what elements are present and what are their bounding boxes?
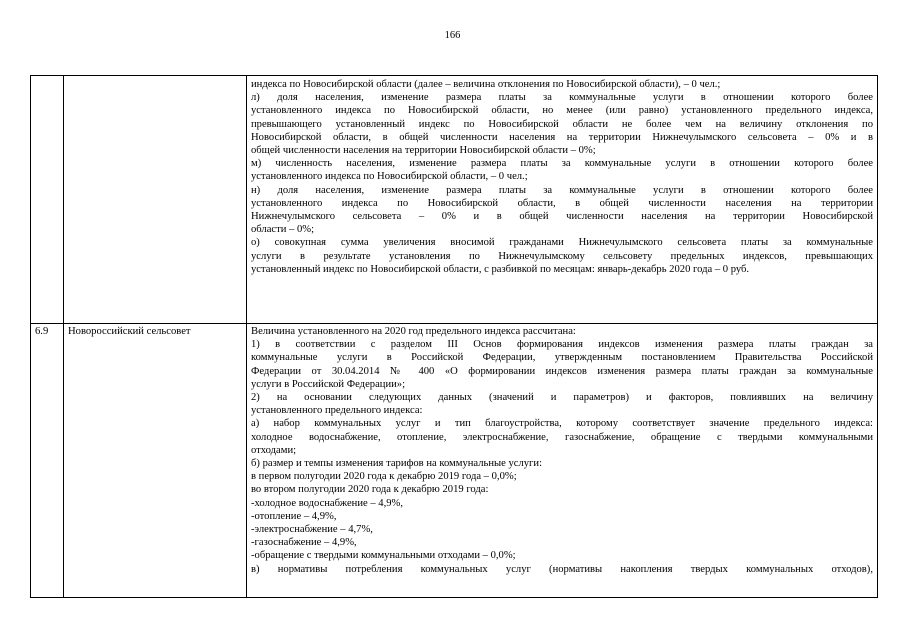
text-line: 2) на основании следующих данных (значений и параметров) и факторов, повлиявших на величину	[251, 392, 873, 404]
row-number-cell	[31, 76, 64, 324]
municipality-name-cell	[64, 76, 247, 324]
text-line: -отопление – 4,9%,	[251, 510, 337, 522]
text-line: установленного предельного индекса:	[251, 405, 423, 417]
text-line: холодное водоснабжение, отопление, электроснабжение, газоснабжение, обращение с твердыми коммунальными	[251, 431, 873, 443]
text-line: -обращение с твердыми коммунальными отходами – 0,0%;	[251, 550, 516, 562]
indices-table	[30, 75, 878, 598]
text-line: -газоснабжение – 4,9%,	[251, 537, 357, 549]
text-line: коммунальные услуги в Российской Федерации, утвержденным постановлением Правительства Российской	[251, 352, 873, 364]
text-line: -электроснабжение – 4,7%,	[251, 524, 373, 536]
text-line: Нижнечулымского сельсовета – 0% и в общей численности населения на территории Новосибирской	[251, 211, 873, 223]
text-line: а) набор коммунальных услуг и тип благоустройства, которому соответствует значение предельного индекса:	[251, 418, 873, 430]
text-line: установленного индекса по Новосибирской области, – 0 чел.;	[251, 171, 528, 183]
description-lines	[251, 325, 873, 576]
text-line: Величина установленного на 2020 год предельного индекса рассчитана:	[251, 326, 576, 337]
text-line: -холодное водоснабжение – 4,9%,	[251, 497, 403, 509]
text-line: н) доля населения, изменение размера платы за коммунальные услуги в отношении которого более	[251, 184, 873, 196]
description-cell	[247, 324, 878, 598]
text-line: м) численность населения, изменение размера платы за коммунальные услуги в отношении которого более	[251, 158, 873, 170]
text-line: Новосибирской области, в общей численности населения на территории Нижнечулымского сельсовета – 0% и в	[251, 131, 873, 143]
text-line: Федерации от 30.04.2014 № 400 «О формировании индексов изменения размера платы граждан за коммунальные	[251, 365, 873, 377]
text-line: о) совокупная сумма увеличения вносимой гражданами Нижнечулымского сельсовета платы за коммунальные	[251, 237, 873, 249]
page-number: 166	[444, 30, 461, 41]
table-row-continued	[31, 76, 878, 324]
municipality-name-cell: Новороссийский сельсовет	[64, 324, 247, 598]
text-line: услуги в результате установления по Нижнечулымскому сельсовету предельных индексов, превышающих	[251, 250, 873, 262]
text-line: б) размер и темпы изменения тарифов на коммунальные услуги:	[251, 458, 543, 470]
text-line: установленного индекса по Новосибирской области, в общей численности населения на территории	[251, 197, 873, 209]
text-line: установленного индекса по Новосибирской области, но менее (или равно) установленного предельного индекса,	[251, 105, 873, 117]
description-cell	[247, 76, 878, 324]
text-line: превышающего установленный индекс по Новосибирской области не более чем на величину отклонения по	[251, 118, 873, 130]
text-line: во втором полугодии 2020 года к декабрю 2019 года:	[251, 484, 489, 496]
text-line: в первом полугодии 2020 года к декабрю 2019 года – 0,0%;	[251, 471, 517, 483]
text-line: 1) в соответствии с разделом III Основ формирования индексов изменения размера платы граждан за	[251, 339, 873, 351]
text-line: л) доля населения, изменение размера платы за коммунальные услуги в отношении которого более	[251, 92, 873, 104]
text-line: области – 0%;	[251, 224, 315, 236]
table-row-6-9	[31, 324, 878, 598]
text-line: услуги в Российской Федерации»;	[251, 378, 406, 390]
text-line: общей численности населения на территории Новосибирской области – 0%;	[251, 145, 596, 157]
text-line: отходами;	[251, 444, 297, 456]
description-lines	[251, 78, 873, 276]
text-line: в) нормативы потребления коммунальных услуг (нормативы накопления твердых коммунальных отходов),	[251, 563, 873, 575]
text-line: установленный индекс по Новосибирской области, с разбивкой по месяцам: январь-декабрь 2020 года – 0 руб.	[251, 263, 750, 275]
row-number-cell: 6.9	[31, 324, 64, 598]
text-line: индекса по Новосибирской области (далее – величина отклонения по Новосибирской области), – 0 чел.;	[251, 79, 721, 90]
